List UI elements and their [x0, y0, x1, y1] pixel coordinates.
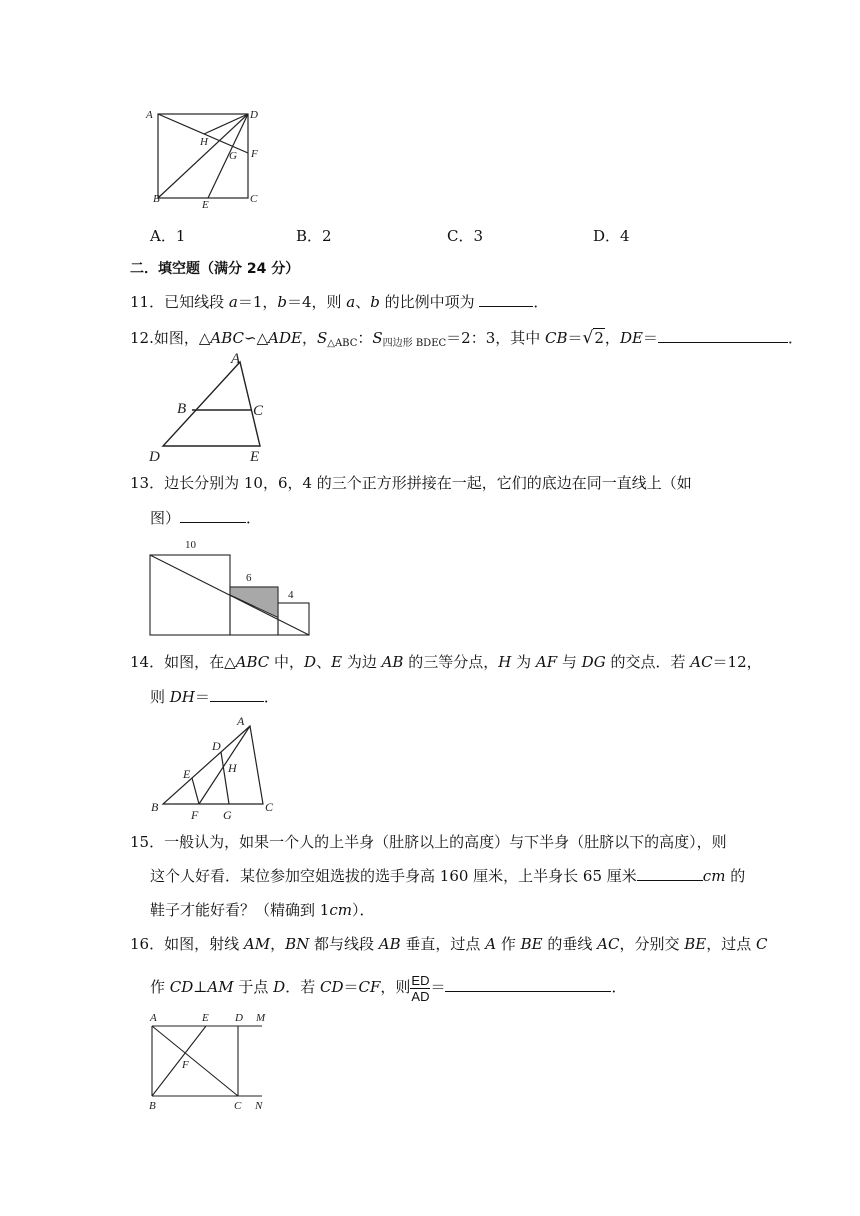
figure-q16	[140, 1008, 280, 1116]
label-F: F	[251, 148, 258, 160]
answer-blank	[445, 977, 611, 992]
figure-q14	[145, 712, 285, 824]
label-C: C	[250, 193, 258, 205]
label-H: H	[200, 136, 208, 148]
option-d: D．4	[593, 227, 630, 245]
label-E: E	[202, 199, 209, 211]
question-16-line1: 16．如图，射线 AM，BN 都与线段 AB 垂直，过点 A 作 BE 的垂线 AC，分别交 BE，过点 C	[130, 935, 768, 953]
question-13-line2: 图） ．	[150, 509, 262, 527]
label-E: E	[250, 449, 260, 465]
label-F: F	[182, 1059, 189, 1071]
question-14-line2: 则 DH＝ ．	[150, 688, 279, 706]
question-16-line2: 作 CD⊥AM 于点 D．若 CD＝CF，则 $\frac{ED}{AD}$ ＝ ．	[150, 972, 627, 1004]
label-B: B	[149, 1100, 156, 1112]
label-C: C	[253, 403, 264, 419]
label-E: E	[202, 1012, 209, 1024]
question-15-line3: 鞋子才能好看？（精确到 1cm）．	[150, 901, 375, 919]
option-b: B．2	[296, 227, 332, 245]
question-11: 11．已知线段 a＝1，b＝4，则 a、b 的比例中项为 ．	[130, 293, 549, 311]
label-A: A	[231, 351, 241, 367]
label-6: 6	[246, 572, 252, 584]
question-15-line1: 15．一般认为，如果一个人的上半身（肚脐以上的高度）与下半身（肚脐以下的高度），则	[130, 833, 727, 851]
answer-blank	[210, 687, 264, 702]
label-G: G	[223, 808, 232, 822]
label-M: M	[256, 1012, 266, 1024]
label-A: A	[237, 714, 245, 728]
label-B: B	[151, 800, 159, 814]
sqrt-sign: √	[582, 328, 594, 348]
answer-blank	[658, 328, 788, 343]
label-A: A	[150, 1012, 157, 1024]
label-H: H	[228, 761, 237, 775]
question-13-line1: 13．边长分别为 10，6，4 的三个正方形拼接在一起，它们的底边在同一直线上（如	[130, 474, 692, 492]
figure-q12	[145, 350, 275, 465]
option-c: C．3	[447, 227, 484, 245]
question-14-line1: 14．如图，在△ABC 中，D、E 为边 AB 的三等分点，H 为 AF 与 DG 的交点．若 AC＝12，	[130, 653, 762, 671]
label-F: F	[191, 808, 199, 822]
fraction-ed-ad: $\frac{ED}{AD}$	[411, 972, 430, 1004]
label-G: G	[229, 150, 237, 162]
label-A: A	[146, 109, 153, 121]
label-D: D	[235, 1012, 243, 1024]
option-a: A．1	[150, 227, 186, 245]
label-4: 4	[288, 589, 294, 601]
question-12: 12.如图，△ABC∽△ADE，$S_{\triangle ABC}$：$S_{四边形 BDEC}=2$：3，其中 CB＝√2，DE＝ ．	[130, 328, 803, 349]
label-E: E	[183, 767, 191, 781]
label-D: D	[149, 449, 160, 465]
label-B: B	[177, 401, 187, 417]
section-heading: 二．填空题（满分 24 分）	[130, 261, 300, 277]
figure-q10	[140, 100, 280, 215]
question-15-line2: 这个人好看．某位参加空姐选拔的选手身高 160 厘米，上半身长 65 厘米 cm 的	[150, 867, 746, 885]
figure-q13	[145, 535, 320, 640]
label-N: N	[255, 1100, 263, 1112]
label-D: D	[212, 739, 221, 753]
answer-blank	[180, 508, 246, 523]
answer-blank	[479, 292, 533, 307]
label-C: C	[265, 800, 274, 814]
label-10: 10	[185, 539, 196, 551]
label-C: C	[234, 1100, 242, 1112]
answer-blank	[637, 866, 703, 881]
label-B: B	[153, 193, 160, 205]
label-D: D	[250, 109, 258, 121]
